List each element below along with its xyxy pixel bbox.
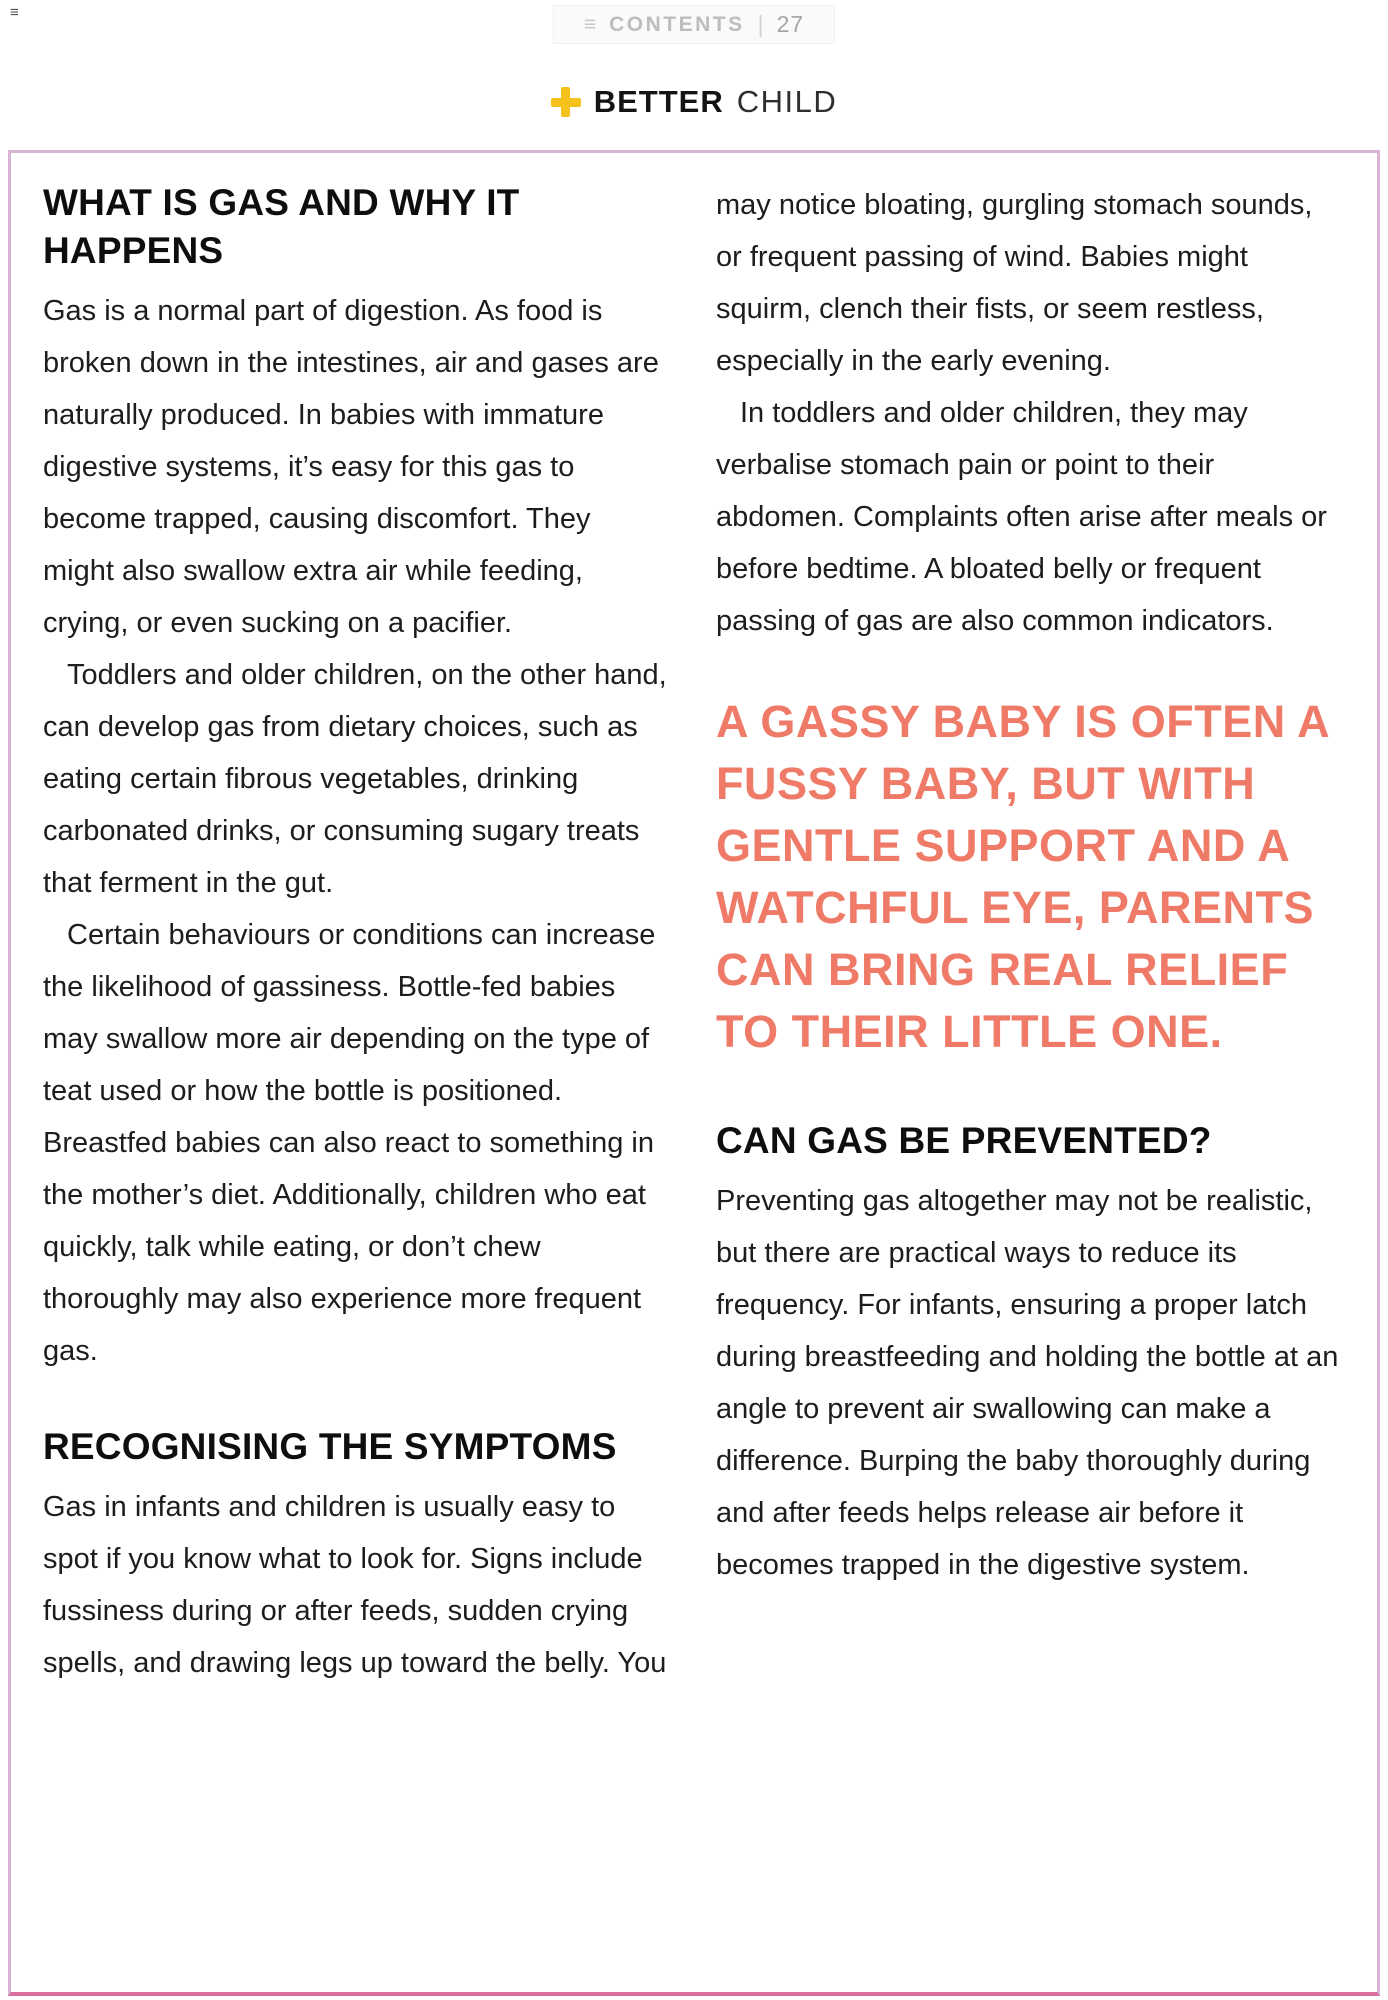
contents-label: CONTENTS <box>609 13 745 36</box>
plus-icon <box>551 87 581 117</box>
paragraph: Gas in infants and children is usually easy to spot if you know what to look for. Signs include fussiness during or after feeds, sudden crying spells, and drawing legs up toward the belly. You <box>43 1491 667 1680</box>
section-heading-can-gas-be-prevented: CAN GAS BE PREVENTED? <box>716 1120 1212 1161</box>
menu-icon: ≡ <box>583 13 597 36</box>
contents-nav[interactable] <box>553 5 835 44</box>
section-heading-recognising-symptoms: RECOGNISING THE SYMPTOMS <box>43 1426 617 1468</box>
left-column <box>43 179 668 1974</box>
paragraph: Preventing gas altogether may not be realistic, but there are practical ways to reduce its frequency. For infants, ensuring a proper latch during breastfeeding and holding the bottle at an angle to prevent air swallowing can make a difference. Burping the baby thoroughly during and after feeds helps release air before it becomes trapped in the digestive system. <box>716 1185 1339 1582</box>
page-number: 27 <box>776 11 805 37</box>
paragraph: Toddlers and older children, on the other hand, can develop gas from dietary choices, such as eating certain fibrous vegetables, drinking carbonated drinks, or consuming sugary treats that ferment in the gut. <box>43 659 667 900</box>
contents-separator: | <box>757 11 764 37</box>
section-heading-what-is-gas: WHAT IS GAS AND WHY IT HAPPENS <box>43 182 520 272</box>
logo-inner <box>551 84 838 120</box>
article-frame <box>8 150 1380 1996</box>
logo-text-bold: BETTER <box>593 84 724 119</box>
logo-text-light: CHILD <box>736 84 838 119</box>
pull-quote: A GASSY BABY IS OFTEN A FUSSY BABY, BUT WITH GENTLE SUPPORT AND A WATCHFUL EYE, PARENTS CAN BRING REAL RELIEF TO THEIR LITTLE ONE. <box>716 696 1329 1057</box>
paragraph: Certain behaviours or conditions can increase the likelihood of gassiness. Bottle-fed babies may swallow more air depending on the type of teat used or how the bottle is positioned. Breastfed babies can also react to something in the mother’s diet. Additionally, children who eat quickly, talk while eating, or don’t chew thoroughly may also experience more frequent gas. <box>43 919 656 1368</box>
paragraph: may notice bloating, gurgling stomach sounds, or frequent passing of wind. Babies might squirm, clench their fists, or seem restless, especially in the early evening. <box>716 189 1313 377</box>
paragraph: Gas is a normal part of digestion. As food is broken down in the intestines, air and gases are naturally produced. In babies with immature digestive systems, it’s easy for this gas to become trapped, causing discomfort. They might also swallow extra air while feeding, crying, or even sucking on a pacifier. <box>43 295 659 640</box>
corner-mark: ≡ <box>10 4 19 21</box>
magazine-logo <box>0 84 1388 122</box>
right-column <box>716 179 1341 1974</box>
paragraph: In toddlers and older children, they may verbalise stomach pain or point to their abdomen. Complaints often arise after meals or before bedtime. A bloated belly or frequent passing of gas are also common indicators. <box>716 397 1327 637</box>
